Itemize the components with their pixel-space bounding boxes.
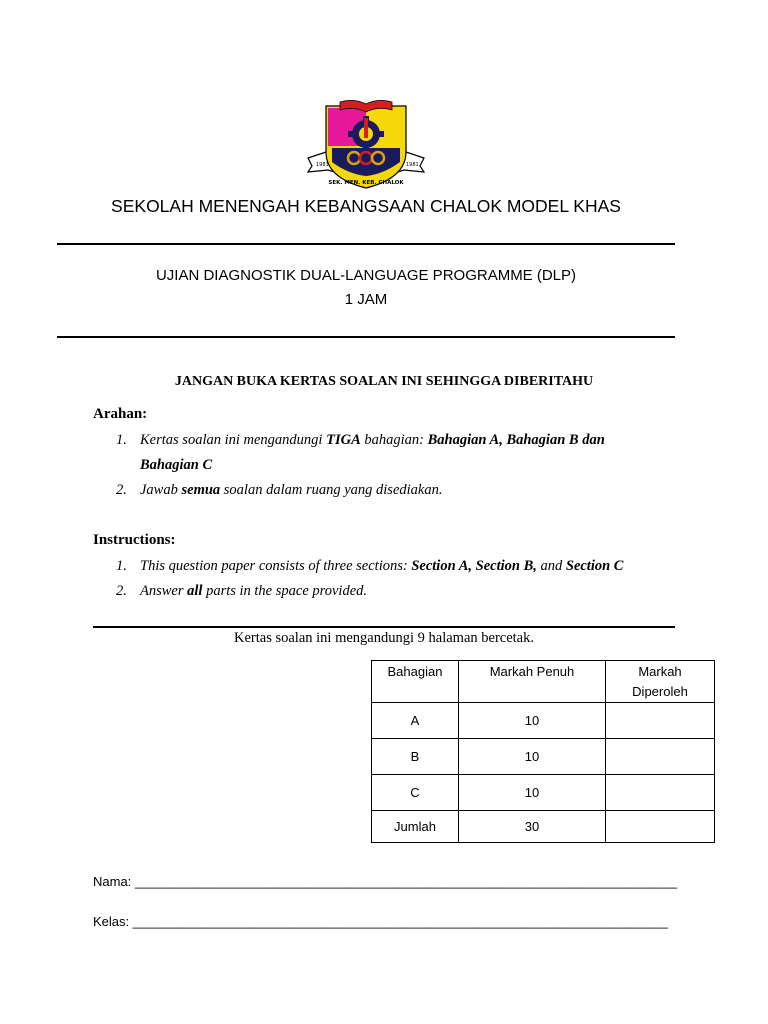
- arahan-heading: Arahan:: [93, 406, 148, 422]
- exam-title: UJIAN DIAGNOSTIK DUAL-LANGUAGE PROGRAMME (DLP): [155, 267, 577, 284]
- name-line[interactable]: ___________________________________________________________________________: [134, 874, 678, 889]
- name-field[interactable]: [93, 874, 677, 889]
- class-line[interactable]: __________________________________________________________________________: [132, 914, 668, 929]
- arahan-item-1-cont: Bahagian C: [140, 457, 213, 473]
- divider: [57, 243, 675, 245]
- class-field[interactable]: [93, 914, 668, 929]
- cell-markah-diperoleh[interactable]: [606, 739, 715, 775]
- table-row: [372, 739, 715, 775]
- class-label: Kelas:: [93, 914, 133, 929]
- name-label: Nama:: [93, 874, 135, 889]
- cell-bahagian: Jumlah: [372, 811, 459, 843]
- cell-markah-diperoleh[interactable]: [606, 811, 715, 843]
- divider: [57, 336, 675, 338]
- school-name: SEKOLAH MENENGAH KEBANGSAAN CHALOK MODEL KHAS: [111, 196, 621, 216]
- instructions-item-1: 1. This question paper consists of three sections: Section A, Section B, and Section C: [116, 558, 624, 574]
- pages-note: Kertas soalan ini mengandungi 9 halaman bercetak.: [234, 630, 534, 646]
- cell-markah-diperoleh[interactable]: [606, 703, 715, 739]
- marks-table: [371, 660, 715, 843]
- header-bahagian: Bahagian: [372, 661, 459, 703]
- cell-markah-penuh: 10: [459, 703, 606, 739]
- exam-duration: 1 JAM: [344, 291, 388, 308]
- table-header-row: [372, 661, 715, 703]
- arahan-item-2: 2. Jawab semua soalan dalam ruang yang disediakan.: [116, 482, 443, 498]
- instructions-heading: Instructions:: [93, 532, 176, 548]
- svg-text:SEK. MEN. KEB. CHALOK: SEK. MEN. KEB. CHALOK: [328, 180, 404, 186]
- warning-notice: JANGAN BUKA KERTAS SOALAN INI SEHINGGA DIBERITAHU: [174, 374, 594, 389]
- instructions-item-2: 2. Answer all parts in the space provided.: [116, 583, 368, 599]
- svg-text:1981: 1981: [316, 162, 329, 168]
- header-markah-penuh: Markah Penuh: [459, 661, 606, 703]
- table-row: [372, 775, 715, 811]
- header-markah-diperoleh: Markah Diperoleh: [606, 661, 715, 703]
- cell-markah-penuh: 10: [459, 775, 606, 811]
- divider: [93, 626, 675, 628]
- svg-text:1981: 1981: [406, 162, 419, 168]
- cell-bahagian: A: [372, 703, 459, 739]
- cell-markah-diperoleh[interactable]: [606, 775, 715, 811]
- table-row: [372, 703, 715, 739]
- table-row: [372, 811, 715, 843]
- school-crest-icon: [304, 100, 428, 192]
- arahan-item-1: 1. Kertas soalan ini mengandungi TIGA bahagian: Bahagian A, Bahagian B dan: [116, 432, 605, 448]
- cell-bahagian: B: [372, 739, 459, 775]
- cell-markah-penuh: 10: [459, 739, 606, 775]
- cell-bahagian: C: [372, 775, 459, 811]
- cell-markah-penuh: 30: [459, 811, 606, 843]
